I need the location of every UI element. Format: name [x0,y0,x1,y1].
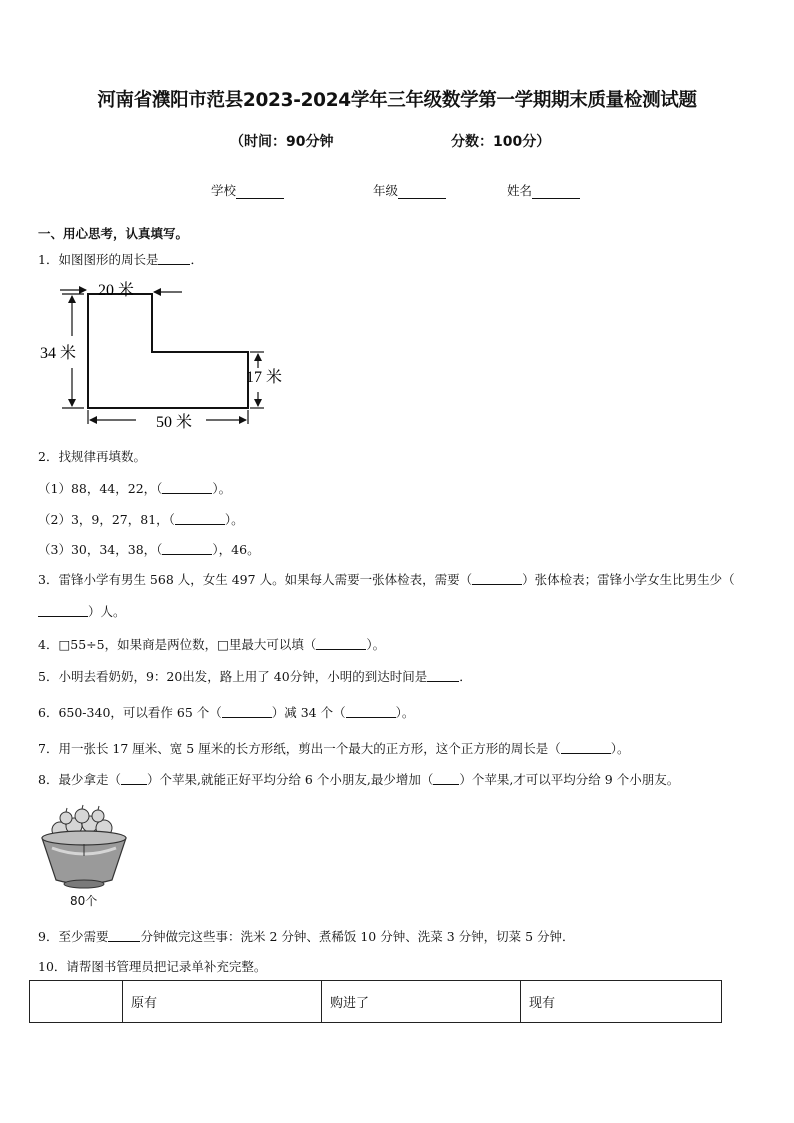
school-label: 学校 [211,183,237,198]
question-text: ）张体检表；雷锋小学女生比男生少（ [522,572,735,587]
table-header-cell: 原有 [123,981,322,1023]
question-number: 9． [38,929,59,944]
question-text: ）人。 [88,604,126,619]
question-end: ． [459,669,472,684]
answer-blank[interactable] [162,541,212,555]
question-text: 请帮图书管理员把记录单补充完整。 [66,959,267,974]
table-header-cell [30,981,123,1023]
table-header-cell: 购进了 [322,981,521,1023]
answer-blank[interactable] [222,704,272,718]
answer-blank[interactable] [561,740,611,754]
school-field [211,181,284,199]
grade-field [373,181,446,199]
question-9 [38,927,575,945]
table-row [30,981,722,1023]
name-label: 姓名 [507,183,533,198]
name-blank[interactable] [532,185,580,199]
perimeter-figure [36,276,298,436]
exam-time: （时间：90分钟 [230,134,334,150]
section-heading: 一、用心思考，认真填写。 [38,226,189,241]
left-label: 34 米 [40,345,77,362]
library-record-table [29,980,722,1023]
top-label: 20 米 [98,282,135,299]
question-7 [38,739,629,757]
question-text: □55÷5，如果商是两位数，□里最大可以填（ [58,637,317,652]
question-text: 至少需要 [58,929,109,944]
table-header-cell: 现有 [521,981,722,1023]
question-text: 雷锋小学有男生 568 人，女生 497 人。如果每人需要一张体检表，需要（ [58,572,473,587]
question-end: ）。 [366,637,386,652]
question-number: 3． [38,572,59,587]
right-label: 17 米 [246,369,283,386]
question-text: 最少拿走（ [58,772,121,787]
question-1 [38,250,203,268]
answer-blank[interactable] [108,928,140,942]
question-6 [38,703,414,721]
grade-label: 年级 [373,183,399,198]
grade-blank[interactable] [398,185,446,199]
question-number: 1． [38,252,59,267]
question-text: ）减 34 个（ [271,705,346,720]
question-end: ）。 [610,741,630,756]
question-4 [38,635,385,653]
page-title: 河南省濮阳市范县2023-2024学年三年级数学第一学期期末质量检测试题 [97,90,697,111]
question-2-part-3 [38,540,260,558]
part-end: ），46。 [212,542,260,557]
part-text: （1）88，44，22，（ [38,481,163,496]
question-text: ）个苹果,就能正好平均分给 6 个小朋友,最少增加（ [146,772,434,787]
question-number: 4． [38,637,59,652]
answer-blank[interactable] [346,704,396,718]
question-2-part-1 [38,479,231,497]
answer-blank[interactable] [472,571,522,585]
question-text: 如图图形的周长是 [58,252,159,267]
question-number: 5． [38,669,59,684]
question-number: 10． [38,959,67,974]
question-text: 分钟做完这些事：洗米 2 分钟、煮稀饭 10 分钟、洗菜 3 分钟，切菜 5 分钟． [140,929,575,944]
question-text: 小明去看奶奶，9：20出发，路上用了 40分钟，小明的到达时间是 [58,669,428,684]
answer-blank[interactable] [121,771,147,785]
school-blank[interactable] [236,185,284,199]
question-number: 2． [38,449,59,464]
question-text: 找规律再填数。 [58,449,146,464]
basket-caption: 80个 [70,894,98,908]
answer-blank[interactable] [162,480,212,494]
part-end: ）。 [212,481,232,496]
part-end: ）。 [224,512,244,527]
answer-blank[interactable] [38,603,88,617]
question-text: 650-340，可以看作 65 个（ [58,705,222,720]
apple-basket-icon [38,804,130,890]
question-3 [38,564,758,628]
question-number: 6． [38,705,59,720]
shape-outline [88,294,248,408]
name-field [507,181,580,199]
answer-blank[interactable] [427,668,459,682]
question-end: ）。 [395,705,415,720]
answer-blank[interactable] [316,636,366,650]
part-text: （3）30，34，38，（ [38,542,163,557]
answer-blank[interactable] [175,511,225,525]
question-text: 用一张长 17 厘米、宽 5 厘米的长方形纸，剪出一个最大的正方形，这个正方形的周长是（ [58,741,561,756]
bottom-label: 50 米 [156,414,193,431]
question-2-part-2 [38,510,244,528]
question-5 [38,667,472,685]
question-10 [38,957,266,975]
part-text: （2）3，9，27，81，（ [38,512,175,527]
exam-score: 分数：100分） [451,134,551,150]
question-number: 8． [38,772,59,787]
question-number: 7． [38,741,59,756]
answer-blank[interactable] [158,251,190,265]
question-end: ． [190,252,203,267]
question-2 [38,447,146,465]
question-8 [38,770,679,788]
question-text: ）个苹果,才可以平均分给 9 个小朋友。 [459,772,680,787]
answer-blank[interactable] [433,771,459,785]
